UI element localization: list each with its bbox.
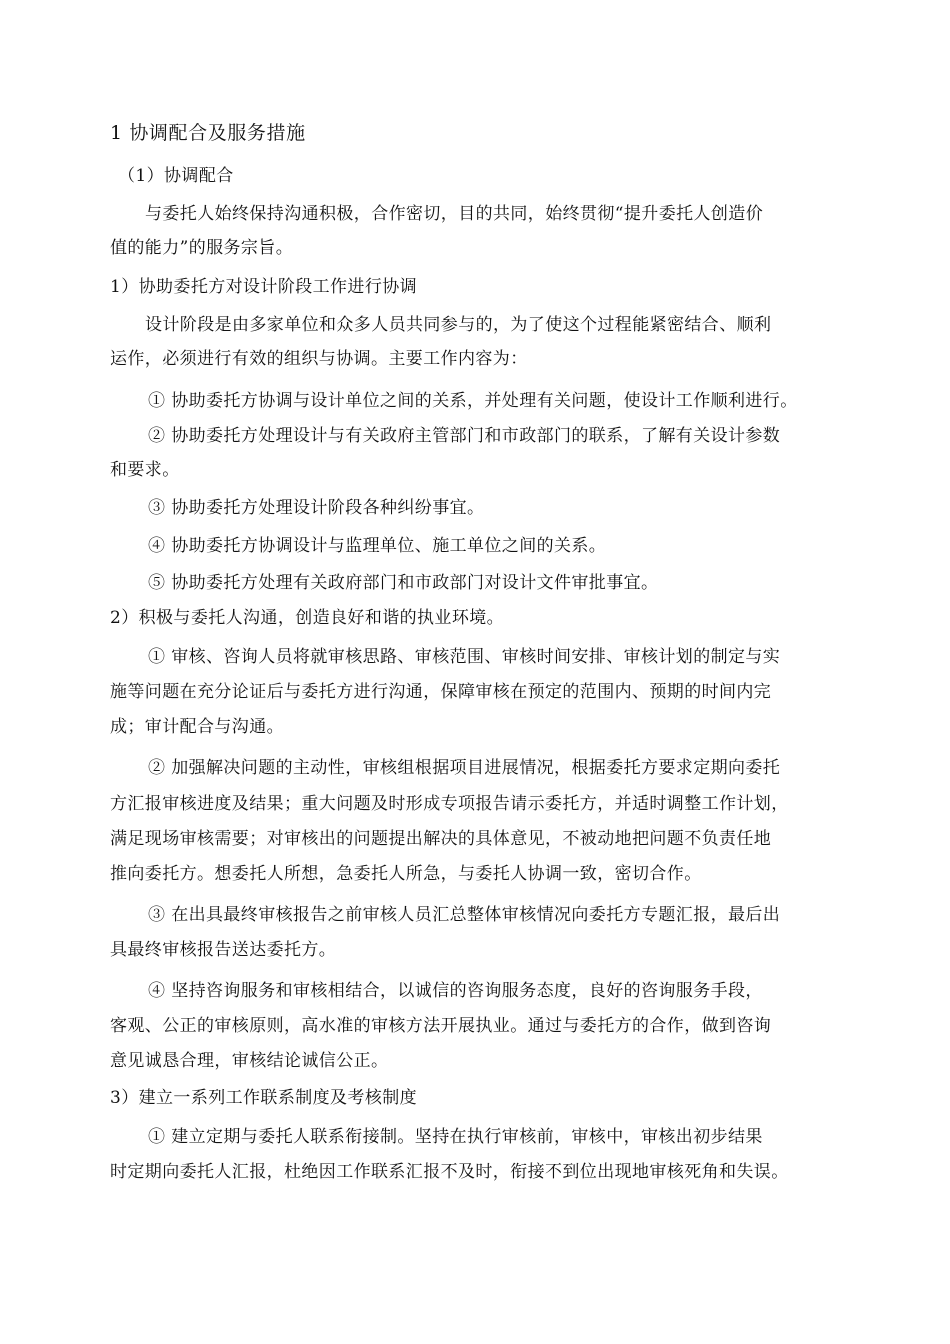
section2-item-1-line-1: ① 审核、咨询人员将就审核思路、审核范围、审核时间安排、审核计划的制定与实 bbox=[148, 647, 781, 667]
section2-item-4-line-1: ④ 坚持咨询服务和审核相结合，以诚信的咨询服务态度，良好的咨询服务手段， bbox=[148, 981, 763, 1001]
section2-item-3-line-2: 具最终审核报告送达委托方。 bbox=[110, 940, 337, 960]
section1-item-4: ④ 协助委托方协调设计与监理单位、施工单位之间的关系。 bbox=[148, 536, 607, 556]
section1-title: 1）协助委托方对设计阶段工作进行协调 bbox=[110, 277, 418, 297]
section-heading: 1 协调配合及服务措施 bbox=[110, 122, 306, 144]
intro-line-1: 与委托人始终保持沟通积极，合作密切，目的共同，始终贯彻“提升委托人创造价 bbox=[145, 204, 764, 224]
section1-para-line-2: 运作，必须进行有效的组织与协调。主要工作内容为： bbox=[110, 349, 528, 369]
section3-title: 3）建立一系列工作联系制度及考核制度 bbox=[110, 1088, 418, 1108]
section2-title: 2）积极与委托人沟通，创造良好和谐的执业环境。 bbox=[110, 608, 505, 628]
section1-item-2-line-2: 和要求。 bbox=[110, 460, 180, 480]
section1-item-3: ③ 协助委托方处理设计阶段各种纠纷事宜。 bbox=[148, 498, 485, 518]
section2-item-4-line-2: 客观、公正的审核原则，高水准的审核方法开展执业。通过与委托方的合作，做到咨询 bbox=[110, 1016, 772, 1036]
section2-item-2-line-1: ② 加强解决问题的主动性，审核组根据项目进展情况，根据委托方要求定期向委托 bbox=[148, 758, 781, 778]
section2-item-2-line-2: 方汇报审核进度及结果；重大问题及时形成专项报告请示委托方，并适时调整工作计划， bbox=[110, 794, 789, 814]
section2-item-1-line-3: 成；审计配合与沟通。 bbox=[110, 717, 284, 737]
section2-item-1-line-2: 施等问题在充分论证后与委托方进行沟通，保障审核在预定的范围内、预期的时间内完 bbox=[110, 682, 772, 702]
section3-item-1-line-1: ① 建立定期与委托人联系衔接制。坚持在执行审核前，审核中，审核出初步结果 bbox=[148, 1127, 763, 1147]
subheading: （1）协调配合 bbox=[118, 166, 234, 186]
section2-item-2-line-4: 推向委托方。想委托人所想，急委托人所急，与委托人协调一致，密切合作。 bbox=[110, 864, 702, 884]
intro-line-2: 值的能力”的服务宗旨。 bbox=[110, 238, 294, 258]
section1-item-1: ① 协助委托方协调与设计单位之间的关系，并处理有关问题，使设计工作顺利进行。 bbox=[148, 391, 798, 411]
section1-item-5: ⑤ 协助委托方处理有关政府部门和市政部门对设计文件审批事宜。 bbox=[148, 573, 659, 593]
section1-para-line-1: 设计阶段是由多家单位和众多人员共同参与的，为了使这个过程能紧密结合、顺利 bbox=[145, 315, 772, 335]
section2-item-3-line-1: ③ 在出具最终审核报告之前审核人员汇总整体审核情况向委托方专题汇报，最后出 bbox=[148, 905, 781, 925]
section2-item-4-line-3: 意见诚恳合理，审核结论诚信公正。 bbox=[110, 1051, 389, 1071]
section1-item-2-line-1: ② 协助委托方处理设计与有关政府主管部门和市政部门的联系，了解有关设计参数 bbox=[148, 426, 781, 446]
section2-item-2-line-3: 满足现场审核需要；对审核出的问题提出解决的具体意见，不被动地把问题不负责任地 bbox=[110, 829, 772, 849]
section3-item-1-line-2: 时定期向委托人汇报，杜绝因工作联系汇报不及时，衔接不到位出现地审核死角和失误。 bbox=[110, 1162, 789, 1182]
